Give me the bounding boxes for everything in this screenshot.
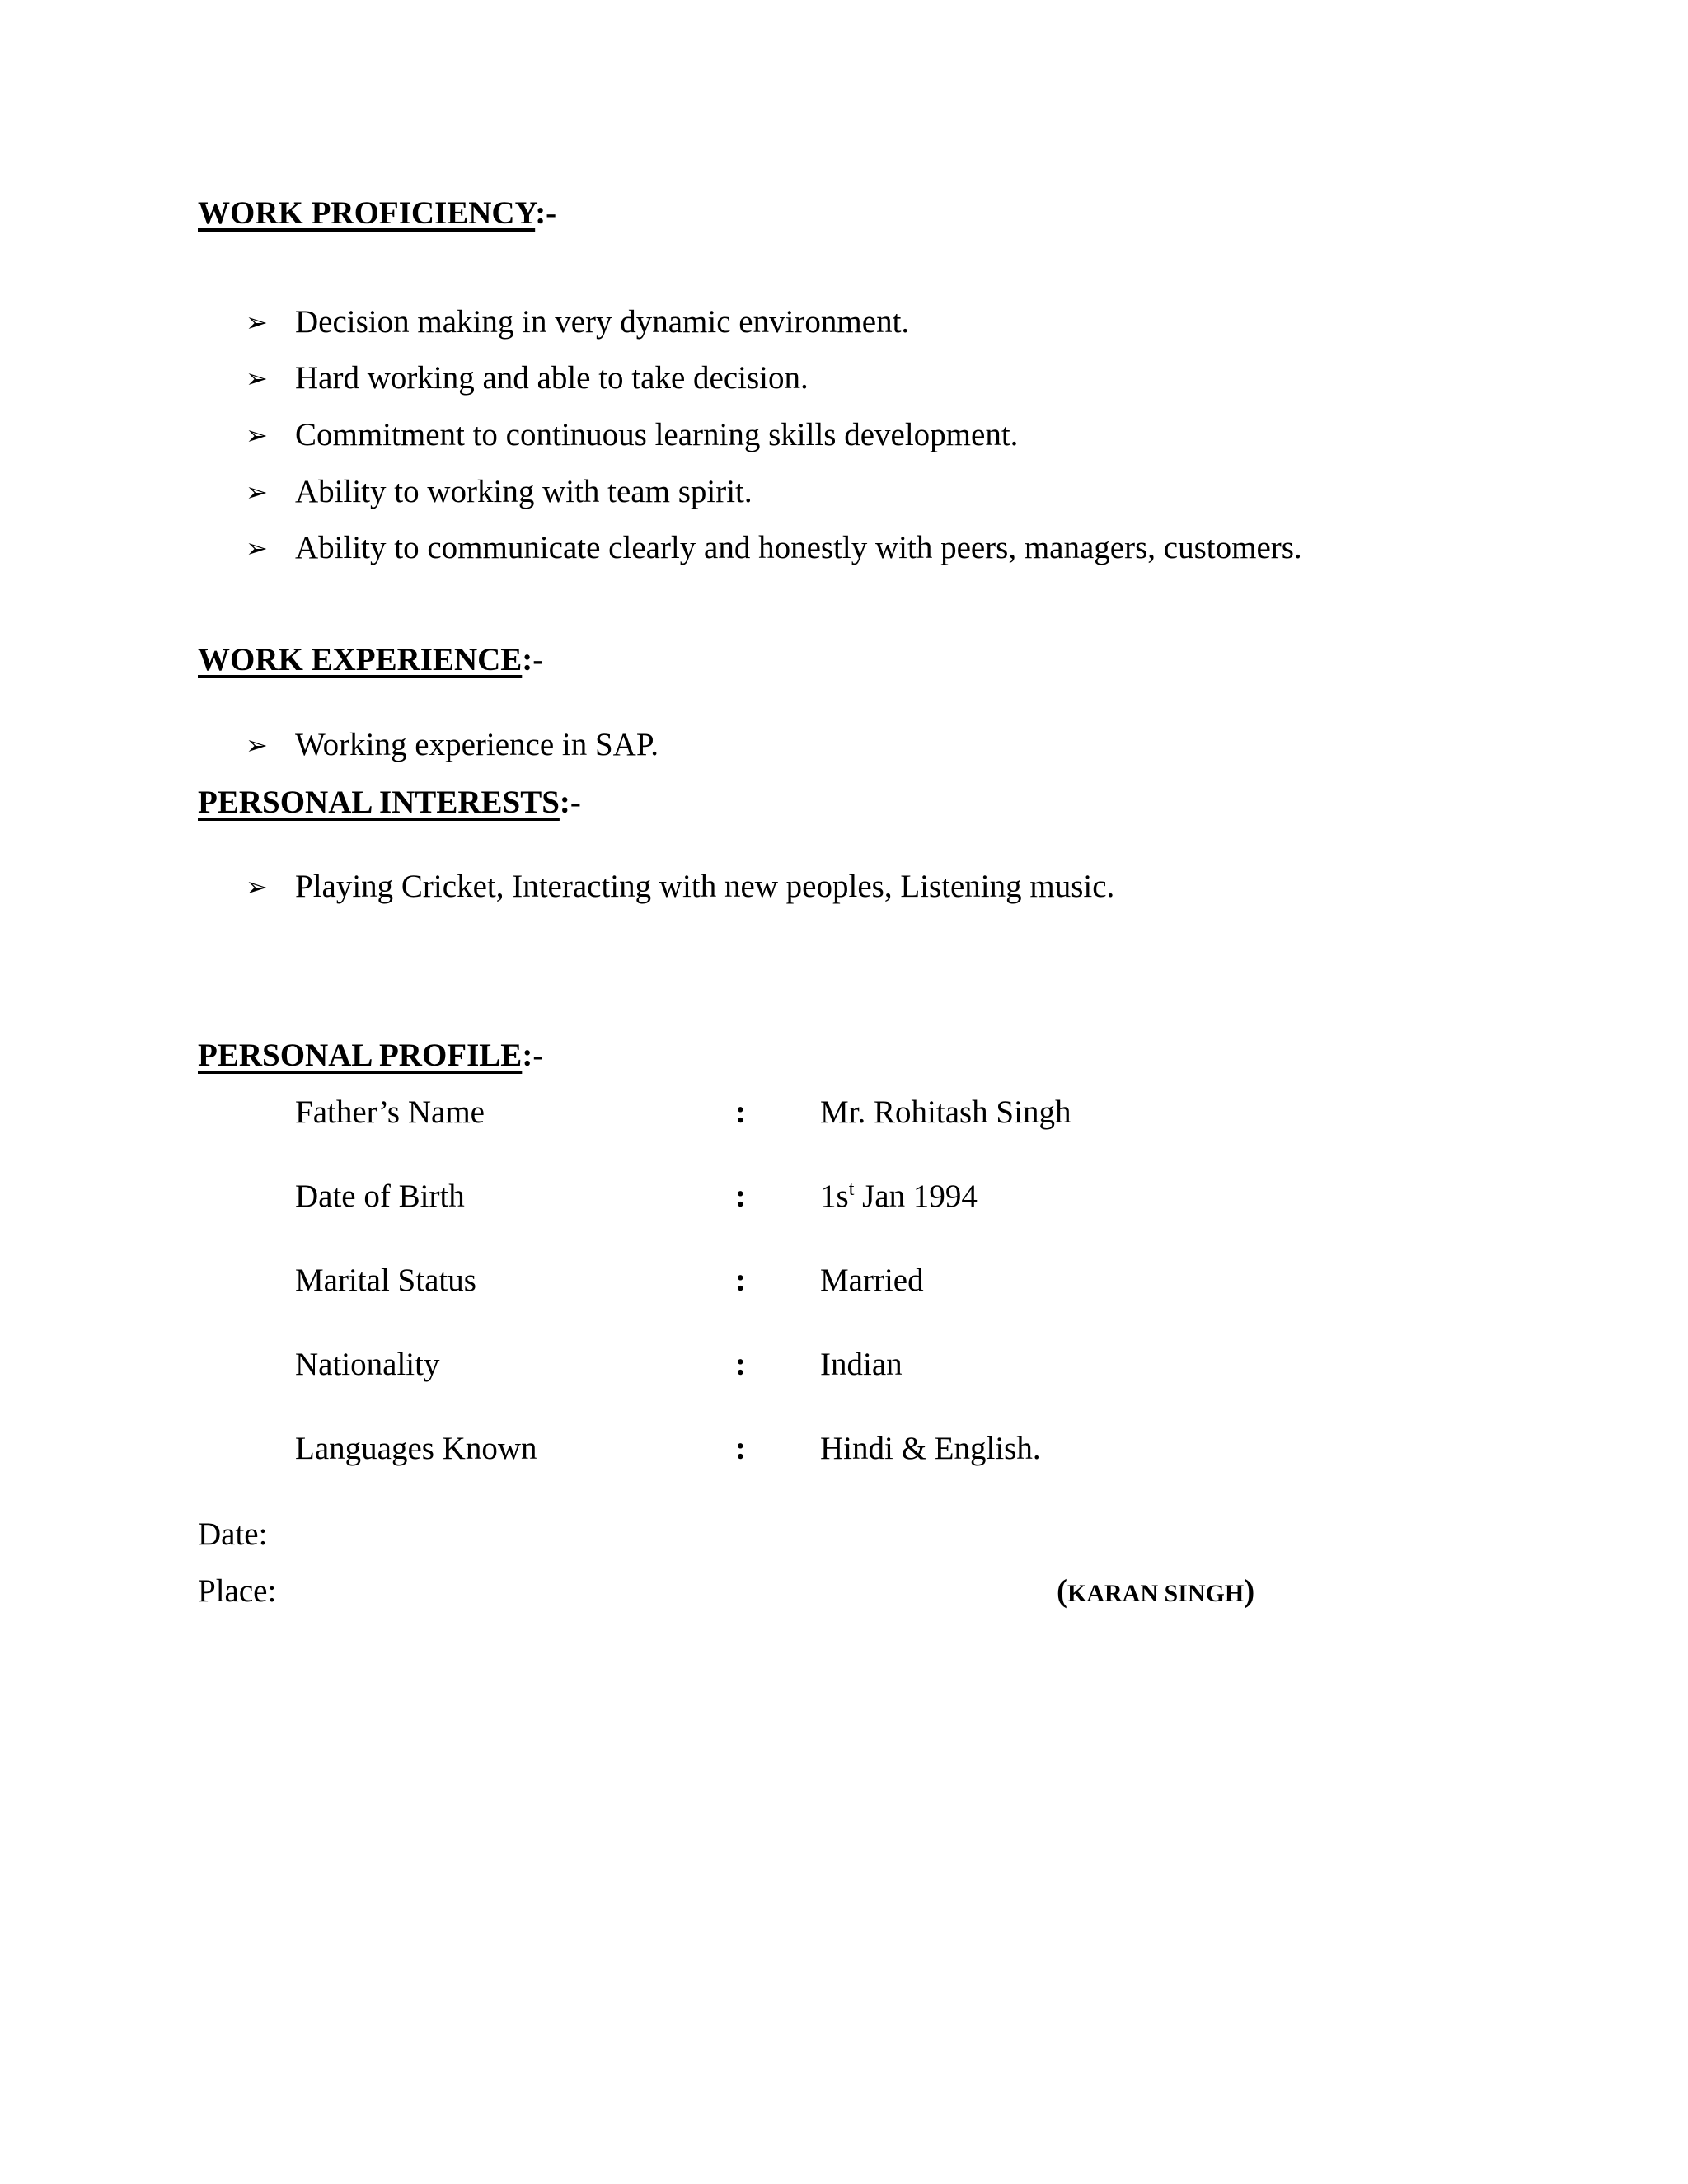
section-heading-work-proficiency xyxy=(198,194,556,232)
profile-label: Nationality xyxy=(295,1347,440,1382)
profile-separator: : xyxy=(735,1347,746,1382)
profile-value: Married xyxy=(820,1263,924,1298)
profile-value: Indian xyxy=(820,1347,903,1382)
profile-row-nationality xyxy=(0,1346,1688,1384)
place-label: Place: xyxy=(198,1573,277,1609)
dob-ordinal-superscript: t xyxy=(848,1179,855,1200)
signature-text: KARAN SINGH xyxy=(1067,1580,1245,1607)
profile-row-languages-known xyxy=(0,1430,1688,1468)
arrowhead-bullet-icon: ➢ xyxy=(246,532,268,564)
profile-row-marital-status xyxy=(0,1262,1688,1300)
arrowhead-bullet-icon: ➢ xyxy=(246,419,268,451)
section-heading-personal-interests xyxy=(198,784,581,822)
arrowhead-bullet-icon: ➢ xyxy=(246,871,268,902)
list-item-text: Ability to communicate clearly and honestly with peers, managers, customers. xyxy=(295,530,1302,565)
heading-text: WORK EXPERIENCE xyxy=(198,642,523,677)
heading-suffix: :- xyxy=(522,642,544,677)
list-item-text: Playing Cricket, Interacting with new peoples, Listening music. xyxy=(295,869,1115,904)
profile-separator: : xyxy=(735,1263,746,1298)
heading-text: PERSONAL PROFILE xyxy=(198,1038,523,1073)
list-item-text: Ability to working with team spirit. xyxy=(295,474,753,509)
arrowhead-bullet-icon: ➢ xyxy=(246,476,268,508)
profile-value: Mr. Rohitash Singh xyxy=(820,1094,1071,1130)
heading-suffix: :- xyxy=(559,785,581,820)
list-item-text: Working experience in SAP. xyxy=(295,727,659,762)
profile-separator: : xyxy=(735,1431,746,1466)
profile-label: Father’s Name xyxy=(295,1094,485,1130)
profile-value: Hindi & English. xyxy=(820,1431,1041,1466)
dob-month-year: Jan 1994 xyxy=(854,1179,978,1214)
profile-separator: : xyxy=(735,1179,746,1214)
list-item-text: Hard working and able to take decision. xyxy=(295,360,809,396)
date-label: Date: xyxy=(198,1516,268,1552)
heading-text: PERSONAL INTERESTS xyxy=(198,785,560,820)
profile-value xyxy=(820,1178,978,1216)
section-heading-personal-profile xyxy=(198,1037,543,1075)
dob-day: 1s xyxy=(820,1179,849,1214)
heading-text: WORK PROFICIENCY xyxy=(198,195,536,231)
signature-name xyxy=(1057,1572,1254,1613)
arrowhead-bullet-icon: ➢ xyxy=(246,307,268,338)
list-item-text: Decision making in very dynamic environment. xyxy=(295,304,910,340)
profile-label: Date of Birth xyxy=(295,1179,465,1214)
profile-row-date-of-birth xyxy=(0,1178,1688,1216)
profile-row-fathers-name xyxy=(0,1094,1688,1132)
arrowhead-bullet-icon: ➢ xyxy=(246,363,268,394)
signature-open-paren: ( xyxy=(1057,1573,1067,1609)
profile-label: Marital Status xyxy=(295,1263,476,1298)
profile-separator: : xyxy=(735,1094,746,1130)
profile-label: Languages Known xyxy=(295,1431,537,1466)
heading-suffix: :- xyxy=(535,195,557,231)
list-item-text: Commitment to continuous learning skills development. xyxy=(295,417,1019,452)
heading-suffix: :- xyxy=(522,1038,544,1073)
signature-close-paren: ) xyxy=(1244,1573,1255,1609)
arrowhead-bullet-icon: ➢ xyxy=(246,729,268,761)
section-heading-work-experience xyxy=(198,641,543,679)
